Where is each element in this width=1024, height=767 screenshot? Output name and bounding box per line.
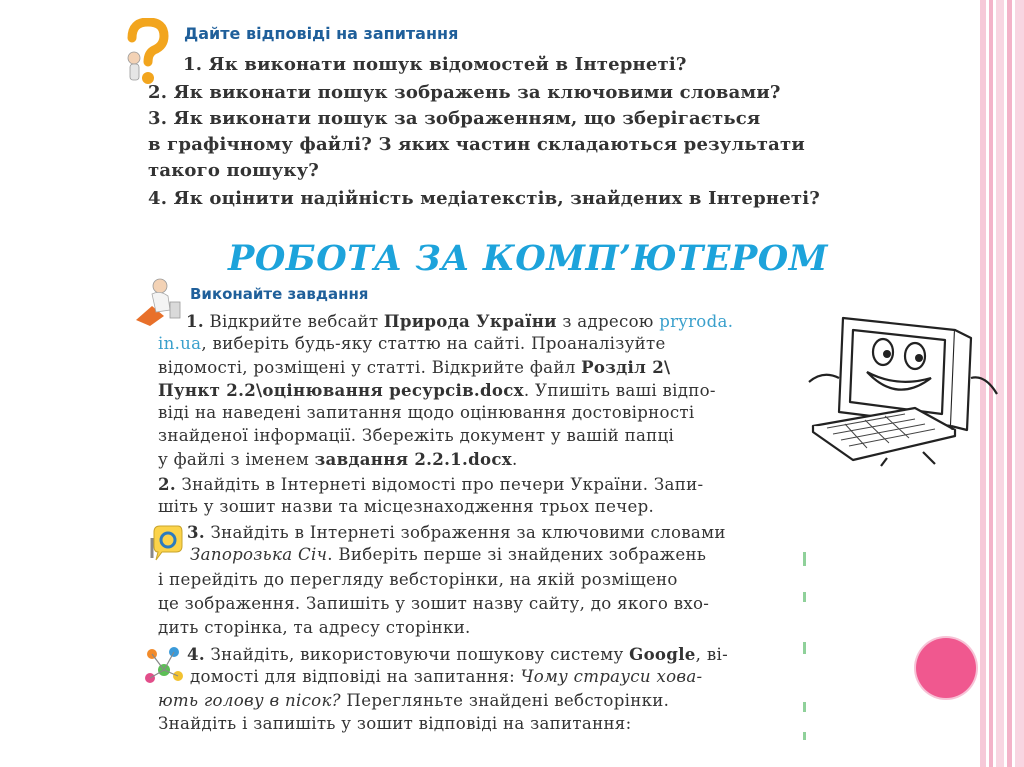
task-3-line-4: це зображення. Запишіть у зошит назву сайту, до якого вхо- xyxy=(158,594,710,613)
search-bubble-icon xyxy=(148,524,184,564)
task-3-line-1: 3. Знайдіть в Інтернеті зображення за ключовими словами xyxy=(187,522,726,542)
task-3-line-2: Запорозька Січ. Виберіть перше зі знайдених зображень xyxy=(190,545,707,564)
task-1-line-6: знайденої інформації. Збережіть документ у вашій папці xyxy=(158,426,675,445)
task-1-line-2: in.ua, виберіть будь-яку статтю на сайті. Проаналізуйте xyxy=(158,334,666,353)
task-4-line-3: ють голову в пісок? Перегляньте знайдені вебсторінки. xyxy=(158,691,670,710)
decorative-edge-marks xyxy=(800,552,810,742)
site-link-domain[interactable]: in.ua xyxy=(158,334,202,353)
question-line: 1. Як виконати пошук відомостей в Інтернеті? xyxy=(183,54,687,75)
task-1-line-7: у файлі з іменем завдання 2.2.1.docx. xyxy=(158,449,518,469)
task-3-line-5: дить сторінка, та адресу сторінки. xyxy=(158,618,471,637)
tasks-heading: Виконайте завдання xyxy=(190,285,369,303)
people-network-icon xyxy=(140,644,188,688)
task-1-line-5: віді на наведені запитання щодо оцінювання достовірності xyxy=(158,403,695,422)
question-mark-icon xyxy=(122,18,170,90)
question-line: такого пошуку? xyxy=(148,160,320,181)
task-4-line-4: Знайдіть і запишіть у зошит відповіді на запитання: xyxy=(158,714,632,733)
task-4-line-1: 4. Знайдіть, використовуючи пошукову систему Google, ві- xyxy=(187,644,728,664)
section-title: РОБОТА ЗА КОМП’ЮТЕРОМ xyxy=(228,238,829,279)
task-2-line-2: шіть у зошит назви та місцезнаходження трьох печер. xyxy=(158,497,655,516)
decorative-pink-circle xyxy=(916,638,976,698)
question-line: 3. Як виконати пошук за зображенням, що зберігається xyxy=(148,108,761,129)
task-1-line-1: 1. Відкрийте вебсайт Природа України з адресою pryroda. xyxy=(186,311,734,331)
site-link[interactable]: pryroda. xyxy=(659,312,734,331)
worker-icon xyxy=(130,276,186,328)
questions-heading: Дайте відповіді на запитання xyxy=(184,24,459,43)
task-3-line-3: і перейдіть до перегляду вебсторінки, на якій розміщено xyxy=(158,570,678,589)
question-line: 2. Як виконати пошук зображень за ключовими словами? xyxy=(148,82,781,103)
task-4-line-2: домості для відповіді на запитання: Чому страуси хова- xyxy=(190,667,703,686)
task-1-line-3: відомості, розміщені у статті. Відкрийте файл Розділ 2\ xyxy=(158,357,671,377)
task-1-line-4: Пункт 2.2\оцінювання ресурсів.docx. Упишіть ваші відпо- xyxy=(158,380,716,400)
task-2-line-1: 2. Знайдіть в Інтернеті відомості про печери України. Запи- xyxy=(158,474,704,494)
question-line: в графічному файлі? З яких частин складаються результати xyxy=(148,134,805,155)
question-line: 4. Як оцінити надійність медіатекстів, знайдених в Інтернеті? xyxy=(148,188,821,209)
cartoon-computer-icon xyxy=(805,308,1000,468)
